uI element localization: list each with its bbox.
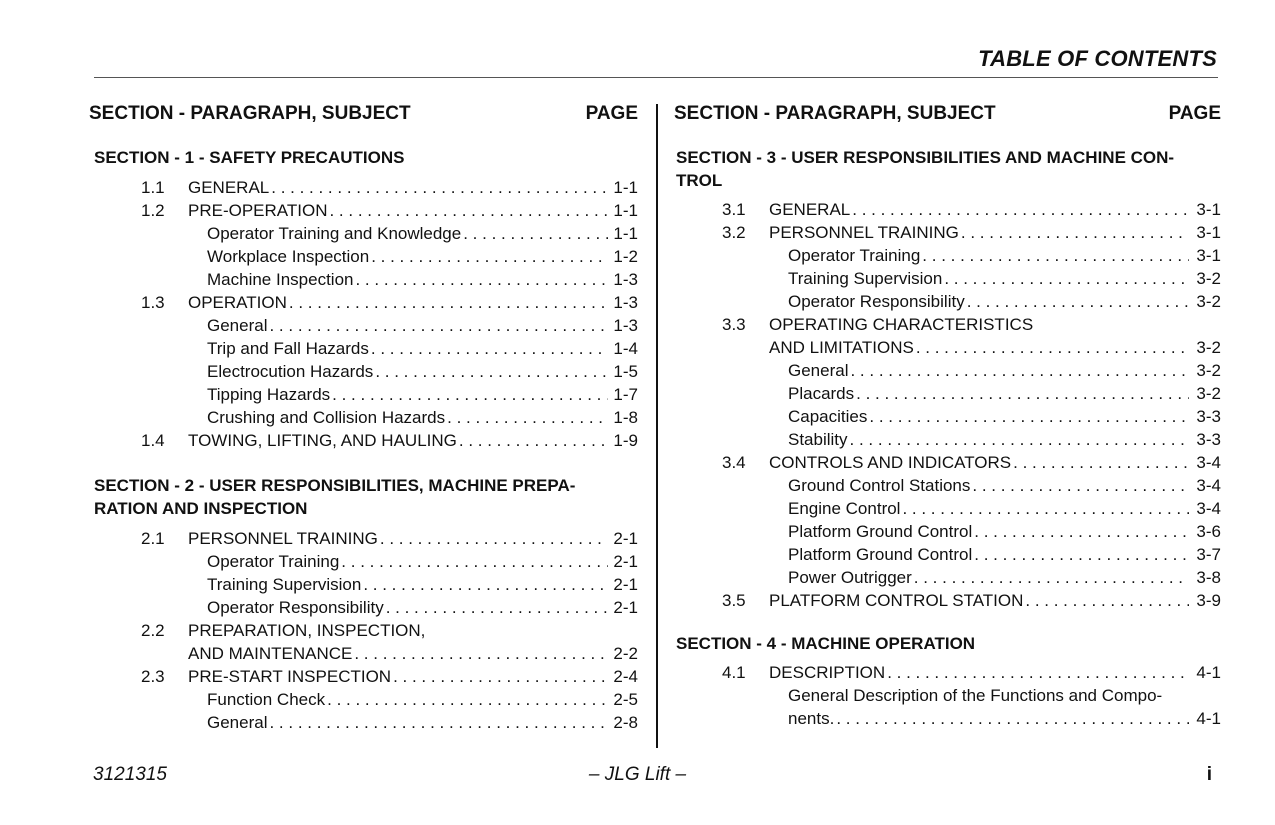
toc-entry[interactable] [89,573,638,596]
dot-leader [269,314,608,337]
toc-entry-text: PRE-START INSPECTION [188,667,392,686]
toc-entry-text: GENERAL [769,200,851,219]
dot-leader [922,244,1189,267]
toc-entry-text: General [788,361,849,380]
toc-entry-number: 3.4 [722,453,746,472]
header-rule [94,77,1218,78]
toc-entry[interactable] [89,429,638,452]
toc-entry[interactable] [89,688,638,711]
toc-entry-page: 3-9 [1196,591,1221,610]
toc-entry-page: 3-2 [1196,269,1221,288]
toc-entry[interactable] [674,661,1221,684]
dot-leader [974,520,1189,543]
toc-entry[interactable] [674,221,1221,244]
toc-entry[interactable] [89,245,638,268]
dot-leader [887,661,1189,684]
toc-entry-text: AND LIMITATIONS [769,338,914,357]
toc-entry-text: General Description of the Functions and Compo- [788,686,1163,705]
toc-entry-text: Stability [788,430,848,449]
toc-entry[interactable] [674,428,1221,451]
dot-leader [269,711,608,734]
toc-entry[interactable] [674,267,1221,290]
dot-leader [852,198,1189,221]
toc-entry[interactable] [89,383,638,406]
dot-leader [447,406,608,429]
toc-entry-text: Trip and Fall Hazards [207,339,369,358]
section-title-line: TROL [676,171,723,190]
dot-leader [856,382,1189,405]
toc-entry-page: 2-8 [613,713,638,732]
page-title: TABLE OF CONTENTS [978,46,1217,71]
toc-entry-page: 3-1 [1196,223,1221,242]
toc-entry-text: Operator Responsibility [207,598,384,617]
dot-leader [459,429,608,452]
toc-entry[interactable] [674,589,1221,612]
dot-leader [329,199,608,222]
dot-leader [327,688,608,711]
toc-entry-text: Training Supervision [788,269,943,288]
toc-entry-text: Platform Ground Control [788,545,973,564]
toc-entry-page: 3-4 [1196,476,1221,495]
dot-leader [354,642,608,665]
toc-entry[interactable] [89,314,638,337]
section-title-3 [676,146,1221,192]
column-header [89,100,638,128]
toc-entry-page: 1-3 [613,293,638,312]
toc-entry-text: PREPARATION, INSPECTION, [188,621,426,640]
toc-entry-page: 1-4 [613,339,638,358]
toc-entry[interactable] [89,711,638,734]
dot-leader [974,543,1189,566]
toc-entry-page: 4-1 [1196,663,1221,682]
dot-leader [271,176,608,199]
toc-entry-text: Operator Training [207,552,340,571]
toc-entry-page: 3-2 [1196,361,1221,380]
toc-entry-number: 1.2 [141,201,165,220]
toc-entry-page: 1-7 [613,385,638,404]
toc-entry[interactable] [89,619,638,642]
toc-entry-text: Engine Control [788,499,901,518]
toc-entry-text: PRE-OPERATION [188,201,328,220]
toc-entry[interactable] [89,550,638,573]
document-number: 3121315 [93,764,167,785]
toc-entry-page: 1-3 [613,270,638,289]
toc-entry[interactable] [674,474,1221,497]
dot-leader [967,290,1189,313]
toc-entry-page: 2-1 [613,529,638,548]
dot-leader [972,474,1189,497]
toc-entry-number: 2.1 [141,529,165,548]
toc-entry-text: Function Check [207,690,326,709]
toc-entry[interactable] [674,405,1221,428]
dot-leader [393,665,608,688]
toc-entry-page: 4-1 [1196,709,1221,728]
toc-entry-text: DESCRIPTION [769,663,886,682]
section-title-line: SECTION - 3 - USER RESPONSIBILITIES AND MACHINE CON- [676,148,1175,167]
dot-leader [355,268,608,291]
toc-entry-text: General [207,713,268,732]
dot-leader [363,573,608,596]
toc-entry-page: 2-1 [613,575,638,594]
toc-entry-text: Platform Ground Control [788,522,973,541]
toc-entry[interactable] [674,336,1221,359]
section-title-line: RATION AND INSPECTION [94,499,308,518]
toc-entry-page: 3-3 [1196,407,1221,426]
toc-entry[interactable] [674,198,1221,221]
toc-entry-number: 4.1 [722,663,746,682]
toc-entry[interactable] [674,497,1221,520]
toc-entry-text: Power Outrigger [788,568,912,587]
section-title-2 [94,474,638,520]
toc-entry[interactable] [89,222,638,245]
dot-leader [463,222,608,245]
toc-entry[interactable] [89,268,638,291]
dot-leader [850,428,1189,451]
footer-brand: – JLG Lift – [588,764,687,785]
toc-entry-page: 3-2 [1196,384,1221,403]
toc-entry-number: 3.5 [722,591,746,610]
toc-entry[interactable] [89,665,638,688]
toc-entry-text: Training Supervision [207,575,362,594]
toc-entry-page: 3-2 [1196,338,1221,357]
toc-entry[interactable] [89,406,638,429]
toc-entry-text: Machine Inspection [207,270,354,289]
section-1-entries [89,176,638,452]
toc-entry-text: Ground Control Stations [788,476,971,495]
dot-leader [902,497,1189,520]
toc-entry-text: Capacities [788,407,868,426]
column-header-page: PAGE [585,103,638,124]
toc-entry-page: 3-2 [1196,292,1221,311]
toc-entry-page: 3-1 [1196,200,1221,219]
toc-entry[interactable] [89,642,638,665]
toc-column-right [674,100,1221,730]
toc-entry-page: 2-4 [613,667,638,686]
toc-entry-page: 3-4 [1196,453,1221,472]
toc-entry-number: 3.3 [722,315,746,334]
toc-entry[interactable] [89,527,638,550]
page-number: i [1206,764,1212,785]
toc-entry-text: GENERAL [188,178,270,197]
toc-entry-text: Operator Training [788,246,921,265]
toc-entry-text: Crushing and Collision Hazards [207,408,446,427]
toc-entry-page: 1-3 [613,316,638,335]
column-divider [656,104,658,748]
dot-leader [371,245,608,268]
dot-leader [341,550,608,573]
dot-leader [332,383,608,406]
toc-entry-number: 1.4 [141,431,165,450]
toc-entry-page: 3-7 [1196,545,1221,564]
toc-entry-text: Operator Training and Knowledge [207,224,462,243]
toc-entry-text: General [207,316,268,335]
toc-entry-page: 2-1 [613,552,638,571]
toc-entry[interactable] [674,520,1221,543]
section-2-entries [89,527,638,734]
toc-entry[interactable] [674,359,1221,382]
toc-entry-page: 3-1 [1196,246,1221,265]
toc-entry-page: 1-5 [613,362,638,381]
toc-entry-page: 2-2 [613,644,638,663]
toc-entry-page: 1-8 [613,408,638,427]
toc-entry[interactable] [674,684,1221,707]
toc-entry-text: OPERATION [188,293,287,312]
toc-entry[interactable] [674,313,1221,336]
column-header-subject: SECTION - PARAGRAPH, SUBJECT [89,103,411,124]
toc-column-left [89,100,638,734]
dot-leader [371,337,608,360]
toc-entry-page: 1-1 [613,224,638,243]
toc-entry-text: OPERATING CHARACTERISTICS [769,315,1034,334]
dot-leader [1013,451,1189,474]
toc-entry-text: CONTROLS AND INDICATORS [769,453,1012,472]
dot-leader [386,596,608,619]
toc-entry[interactable] [674,382,1221,405]
toc-entry-number: 1.3 [141,293,165,312]
section-3-entries [674,198,1221,612]
toc-entry-text: Tipping Hazards [207,385,331,404]
toc-entry-number: 1.1 [141,178,165,197]
section-title-line: SECTION - 2 - USER RESPONSIBILITIES, MACHINE PREPA- [94,476,576,495]
toc-entry[interactable] [674,451,1221,474]
toc-entry-page: 3-6 [1196,522,1221,541]
toc-entry-number: 3.1 [722,200,746,219]
toc-entry-number: 2.2 [141,621,165,640]
toc-entry-number: 2.3 [141,667,165,686]
toc-entry-text: AND MAINTENANCE [188,644,353,663]
toc-entry-page: 1-9 [613,431,638,450]
dot-leader [836,707,1189,730]
toc-entry-page: 3-4 [1196,499,1221,518]
dot-leader [944,267,1189,290]
toc-entry-text: Electrocution Hazards [207,362,374,381]
dot-leader [380,527,608,550]
toc-entry-page: 3-3 [1196,430,1221,449]
dot-leader [1025,589,1189,612]
toc-entry-text: PERSONNEL TRAINING [188,529,378,548]
toc-entry[interactable] [674,707,1221,730]
dot-leader [914,566,1189,589]
toc-entry[interactable] [674,543,1221,566]
column-header [674,100,1221,128]
dot-leader [961,221,1189,244]
toc-entry-page: 2-5 [613,690,638,709]
toc-entry[interactable] [89,360,638,383]
toc-entry-text: nents. [788,709,835,728]
toc-entry[interactable] [89,337,638,360]
column-header-page: PAGE [1168,103,1221,124]
column-header-subject: SECTION - PARAGRAPH, SUBJECT [674,103,996,124]
toc-entry-page: 1-1 [613,201,638,220]
dot-leader [289,291,608,314]
toc-entry-text: Operator Responsibility [788,292,965,311]
toc-entry[interactable] [674,244,1221,267]
toc-entry-page: 3-8 [1196,568,1221,587]
toc-entry-text: Workplace Inspection [207,247,370,266]
toc-entry-text: PLATFORM CONTROL STATION [769,591,1024,610]
section-title-1: SECTION - 1 - SAFETY PRECAUTIONS [94,148,405,167]
dot-leader [869,405,1189,428]
dot-leader [916,336,1189,359]
toc-entry[interactable] [89,291,638,314]
toc-entry[interactable] [89,596,638,619]
toc-entry-text: PERSONNEL TRAINING [769,223,959,242]
toc-entry[interactable] [89,176,638,199]
toc-entry[interactable] [674,290,1221,313]
section-4-entries [674,661,1221,730]
toc-entry-page: 1-2 [613,247,638,266]
toc-entry-text: Placards [788,384,855,403]
toc-entry-page: 1-1 [613,178,638,197]
toc-entry-text: TOWING, LIFTING, AND HAULING [188,431,457,450]
toc-entry[interactable] [89,199,638,222]
dot-leader [850,359,1189,382]
toc-entry[interactable] [674,566,1221,589]
toc-entry-number: 3.2 [722,223,746,242]
section-title-4: SECTION - 4 - MACHINE OPERATION [676,634,976,653]
toc-entry-page: 2-1 [613,598,638,617]
dot-leader [375,360,608,383]
